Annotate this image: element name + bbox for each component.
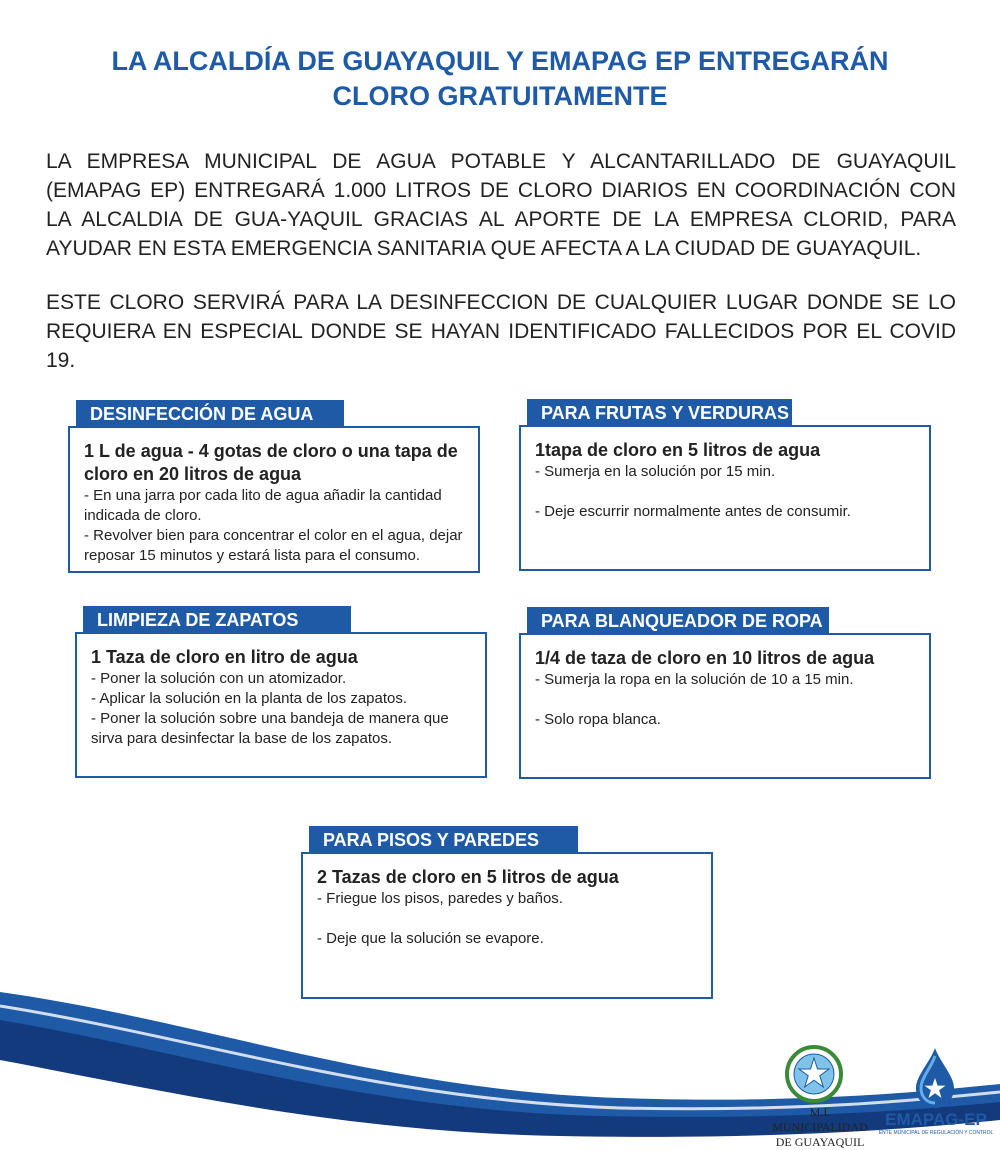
card-line: - Sumerja la ropa en la solución de 10 a 15 min. <box>535 671 854 688</box>
card-line: - Poner la solución sobre una bandeja de manera que sirva para desinfectar la base de los zapatos. <box>91 710 449 747</box>
card-heading: 1/4 de taza de cloro en 10 litros de agua <box>535 648 875 668</box>
title-line-1: LA ALCALDÍA DE GUAYAQUIL Y EMAPAG EP ENTREGARÁN <box>111 46 889 76</box>
municipal-name-line-2: DE GUAYAQUIL <box>775 1135 865 1149</box>
card-line: - Deje escurrir normalmente antes de consumir. <box>535 503 851 520</box>
card-line: - Revolver bien para concentrar el color en el agua, dejar reposar 15 minutos y estará lista para el consumo. <box>84 527 463 564</box>
intro-paragraph-1: LA EMPRESA MUNICIPAL DE AGUA POTABLE Y ALCANTARILLADO DE GUAYAQUIL (EMAPAG EP) ENTREGARÁ 1.000 LITROS DE CLORO DIARIOS EN COORDINACIÓN CON LA ALCALDIA DE GUA-YAQUIL GRACIAS AL APORTE DE LA EMPRESA CLORID, PARA AYUDAR EN ESTA EMERGENCIA SANITARIA QUE AFECTA A LA CIUDAD DE GUAYAQUIL. <box>46 150 956 260</box>
card-body <box>519 425 931 571</box>
card-label: PARA FRUTAS Y VERDURAS <box>527 399 792 427</box>
card-heading: 2 Tazas de cloro en 5 litros de agua <box>317 867 619 887</box>
card-heading: 1 Taza de cloro en litro de agua <box>91 647 358 667</box>
card-heading: 1tapa de cloro en 5 litros de agua <box>535 440 821 460</box>
card-label: DESINFECCIÓN DE AGUA <box>76 400 344 428</box>
card-label: PARA PISOS Y PAREDES <box>309 826 578 854</box>
emapag-tagline: ENTE MUNICIPAL DE REGULACIÓN Y CONTROL <box>878 1130 994 1136</box>
intro-paragraph-2: ESTE CLORO SERVIRÁ PARA LA DESINFECCION DE CUALQUIER LUGAR DONDE SE LO REQUIERA EN ESPECIAL DONDE SE HAYAN IDENTIFICADO FALLECIDOS POR EL COVID 19. <box>46 291 956 372</box>
card-body <box>301 852 713 999</box>
card-body <box>68 426 480 573</box>
municipal-name-line-1: M.I. MUNICIPALIDAD <box>772 1105 868 1134</box>
card-line: - Aplicar la solución en la planta de los zapatos. <box>91 690 408 707</box>
title-line-2: CLORO GRATUITAMENTE <box>332 81 668 111</box>
card-line: - Poner la solución con un atomizador. <box>91 670 347 687</box>
card-heading: 1 L de agua - 4 gotas de cloro o una tapa de cloro en 20 litros de agua <box>84 441 458 484</box>
card-line: - Solo ropa blanca. <box>535 711 661 728</box>
card-label: LIMPIEZA DE ZAPATOS <box>83 606 351 634</box>
emapag-logo-text: EMAPAG-EP <box>885 1110 987 1129</box>
card-line: - En una jarra por cada lito de agua añadir la cantidad indicada de cloro. <box>84 487 442 524</box>
water-drop-star-icon <box>912 1046 958 1110</box>
card-body <box>75 632 487 778</box>
card-line: - Friegue los pisos, paredes y baños. <box>317 890 563 907</box>
card-line: - Deje que la solución se evapore. <box>317 930 544 947</box>
page-title <box>0 44 1000 114</box>
card-body <box>519 633 931 779</box>
guayaquil-seal-icon <box>785 1045 843 1103</box>
municipal-name <box>770 1105 870 1150</box>
card-label: PARA BLANQUEADOR DE ROPA <box>527 607 829 635</box>
card-line: - Sumerja en la solución por 15 min. <box>535 463 776 480</box>
